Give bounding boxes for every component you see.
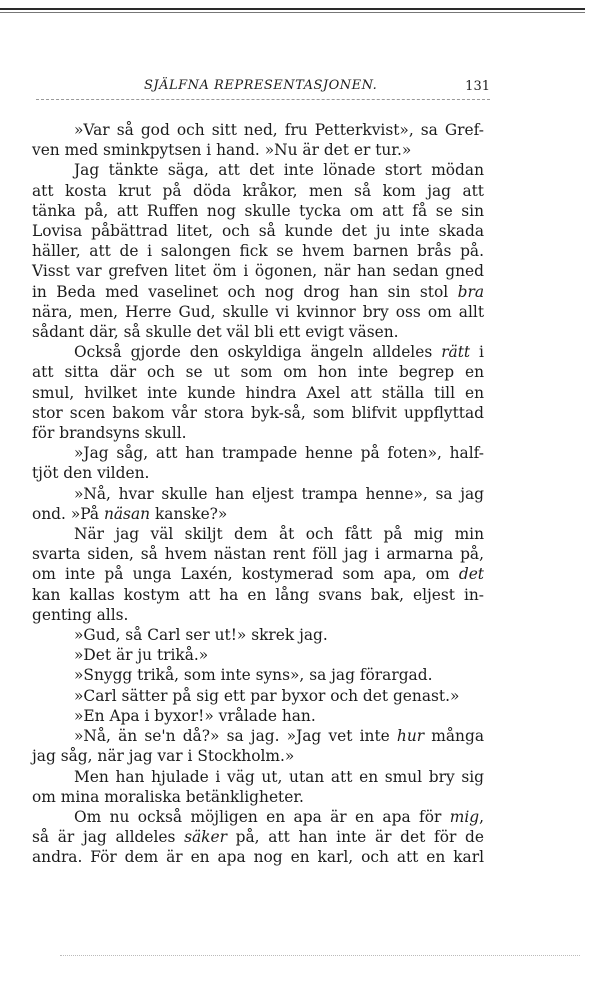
text-segment: många: [424, 727, 484, 746]
text-segment: på, att han inte är det för de: [226, 828, 484, 847]
text-line: »En Apa i byxor!» vrålade han.: [74, 706, 316, 725]
text-line: »Var så god och sitt ned, fru Petterkvist», sa Gref-: [74, 121, 484, 139]
text-segment: om inte på unga Laxén, kostymerad som apa, om: [32, 565, 459, 584]
page-header: [66, 78, 490, 100]
text-segment: Om nu också möjligen en apa är en apa för: [74, 807, 450, 826]
body-text: [32, 120, 484, 868]
text-line: Lovisa påbättrad litet, och så kunde det ju inte skada: [32, 222, 484, 241]
text-line: »Snygg trikå, som inte syns», sa jag förargad.: [74, 666, 433, 685]
text-line: häller, att de i salongen fick se hvem barnen brås på.: [32, 242, 484, 261]
text-segment: kanske?»: [150, 504, 228, 523]
top-border-rule-thin: [0, 12, 585, 13]
text-segment: i: [470, 343, 484, 362]
text-line: om mina moraliska betänkligheter.: [32, 787, 304, 806]
text-line: ven med sminkpytsen i hand. »Nu är det er tur.»: [32, 141, 412, 160]
text-line: kan kallas kostym att ha en lång svans bak, eljest in-: [32, 585, 484, 604]
text-line: Men han hjulade i väg ut, utan att en smul bry sig: [74, 767, 484, 786]
text-line: [32, 807, 484, 827]
text-line: tänka på, att Ruffen nog skulle tycka om att få se sin: [32, 201, 484, 220]
emphasis: hur: [396, 727, 425, 746]
emphasis: rätt: [441, 343, 471, 362]
text-line: nära, men, Herre Gud, skulle vi kvinnor bry oss om allt: [32, 302, 484, 321]
text-line: [32, 827, 484, 847]
text-line: genting alls.: [32, 605, 129, 624]
text-line: Jag tänkte säga, att det inte lönade stort mödan: [74, 161, 484, 180]
text-line: att kosta krut på döda kråkor, men så kom jag att: [32, 181, 484, 200]
emphasis: bra: [457, 282, 484, 301]
text-line: andra. För dem är en apa nog en karl, och att en karl: [32, 848, 484, 867]
text-line: »Jag såg, att han trampade henne på foten», half-: [74, 444, 484, 463]
emphasis: det: [458, 565, 484, 584]
text-line: svarta siden, så hvem nästan rent föll jag i armarna på,: [32, 545, 484, 564]
text-line: stor scen bakom vår stora byk-så, som blifvit uppflyttad: [32, 403, 484, 422]
text-segment: ,: [479, 807, 484, 826]
text-line: smul, hvilket inte kunde hindra Axel att ställa till en: [32, 383, 484, 402]
text-line: [32, 726, 484, 746]
text-line: [32, 504, 484, 524]
text-line: »Det är ju trikå.»: [74, 646, 209, 665]
text-line: jag såg, när jag var i Stockholm.»: [32, 747, 295, 766]
text-line: för brandsyns skull.: [32, 424, 187, 443]
text-line: När jag väl skiljt dem åt och fått på mig min: [74, 525, 484, 544]
text-line: »Gud, så Carl ser ut!» skrek jag.: [74, 626, 328, 645]
running-title: SJÄLFNA REPRESENTASJONEN.: [144, 78, 378, 93]
text-line: [32, 282, 484, 302]
top-border-rule: [0, 8, 585, 10]
page-number: 131: [465, 79, 490, 94]
text-line: »Carl sätter på sig ett par byxor och det genast.»: [74, 686, 460, 705]
text-line: sådant där, så skulle det väl bli ett evigt väsen.: [32, 323, 399, 342]
emphasis: näsan: [103, 504, 151, 523]
emphasis: mig: [449, 807, 480, 826]
text-line: Visst var grefven litet öm i ögonen, när han sedan gned: [32, 262, 484, 281]
footer-dotted-rule: [60, 955, 580, 956]
text-segment: ond. »På: [32, 504, 104, 523]
text-segment: in Beda med vaselinet och nog drog han sin stol: [32, 282, 458, 301]
text-line: [32, 564, 484, 584]
text-segment: så är jag alldeles: [32, 828, 185, 847]
text-line: att sitta där och se ut som om hon inte begrep en: [32, 363, 484, 382]
text-segment: »Nå, än se'n då?» sa jag. »Jag vet inte: [74, 727, 397, 746]
text-segment: Också gjorde den oskyldiga ängeln alldeles: [74, 343, 442, 362]
text-line: »Nå, hvar skulle han eljest trampa henne», sa jag: [74, 484, 484, 503]
emphasis: säker: [184, 828, 227, 847]
text-line: [32, 342, 484, 362]
text-line: tjöt den vilden.: [32, 464, 150, 483]
header-rule: [36, 99, 490, 100]
